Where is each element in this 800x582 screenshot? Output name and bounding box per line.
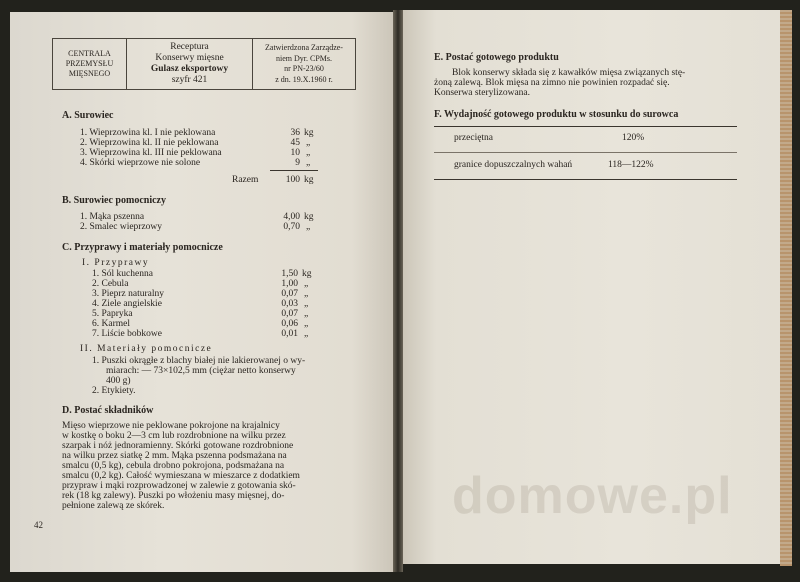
spice-label: 3. Pieprz naturalny bbox=[92, 289, 165, 299]
header-approval bbox=[253, 39, 355, 89]
header-line: MIĘSNEGO bbox=[68, 69, 111, 78]
header-line: szyfr 421 bbox=[171, 75, 208, 85]
paragraph-line: smalcu (0,5 kg), cebula drobno pokrojona, podsmażana na bbox=[62, 461, 285, 471]
total-unit: kg bbox=[304, 175, 314, 185]
section-d-title: D. Postać składników bbox=[62, 405, 154, 416]
subsection-materials: II. Materiały pomocnicze bbox=[80, 344, 213, 354]
material-line: miarach: — 73×102,5 mm (ciężar netto konserwy bbox=[106, 366, 296, 376]
ingredient-label: 2. Smalec wieprzowy bbox=[80, 222, 163, 232]
yield-row-label: przeciętna bbox=[454, 133, 494, 143]
total-value: 100 bbox=[285, 175, 300, 185]
spice-value: 1,00 bbox=[281, 279, 298, 289]
section-b-title: B. Surowiec pomocniczy bbox=[62, 195, 166, 206]
spice-unit: „ bbox=[304, 279, 309, 289]
spice-value: 1,50 bbox=[281, 269, 298, 279]
watermark: domowe.pl bbox=[452, 467, 733, 525]
ingredient-value: 10 bbox=[290, 148, 300, 158]
recipe-header-table bbox=[52, 38, 356, 90]
header-organization bbox=[53, 39, 127, 89]
header-line: z dn. 19.X.1960 r. bbox=[275, 74, 333, 84]
spice-unit: „ bbox=[304, 309, 309, 319]
header-line: CENTRALA bbox=[68, 49, 111, 58]
total-label: Razem bbox=[232, 175, 259, 185]
ingredient-unit: kg bbox=[304, 128, 314, 138]
section-e-title: E. Postać gotowego produktu bbox=[434, 52, 559, 63]
table-divider bbox=[434, 152, 737, 153]
material-line: 400 g) bbox=[106, 376, 131, 386]
header-line: PRZEMYSŁU bbox=[65, 59, 114, 68]
material-line: 1. Puszki okrągłe z blachy białej nie lakierowanej o wy- bbox=[92, 356, 306, 366]
header-line: Konserwy mięsne bbox=[155, 53, 224, 63]
ingredient-unit: „ bbox=[306, 158, 311, 168]
spice-value: 0,07 bbox=[281, 289, 298, 299]
header-recipe bbox=[127, 39, 253, 89]
paragraph-line: pełnione zalewą ze skórek. bbox=[62, 501, 165, 511]
header-product-name: Gulasz eksportowy bbox=[150, 64, 229, 74]
header-line: Zatwierdzona Zarządze- bbox=[265, 43, 343, 52]
section-f-title: F. Wydajność gotowego produktu w stosunku do surowca bbox=[434, 109, 679, 120]
paragraph-line: Mięso wieprzowe nie peklowane pokrojone na krajalnicy bbox=[62, 421, 280, 431]
spice-label: 2. Cebula bbox=[92, 279, 129, 289]
yield-row-value: 120% bbox=[622, 133, 645, 143]
spice-label: 1. Sól kuchenna bbox=[92, 269, 153, 279]
paragraph-line: na wilku przez siatkę 2 mm. Mąka pszenna podsmażana na bbox=[62, 451, 287, 461]
section-a-title: A. Surowiec bbox=[62, 110, 114, 121]
ingredient-label: 4. Skórki wieprzowe nie solone bbox=[80, 158, 201, 168]
spice-value: 0,07 bbox=[281, 309, 298, 319]
spice-unit: „ bbox=[304, 329, 309, 339]
spice-label: 7. Liście bobkowe bbox=[92, 329, 162, 339]
page-number: 42 bbox=[34, 520, 43, 530]
paragraph-line: szarpak i nóż jednoramienny. Skórki gotowane rozdrobnione bbox=[62, 441, 294, 451]
ingredient-value: 0,70 bbox=[283, 222, 300, 232]
ingredient-unit: kg bbox=[304, 212, 314, 222]
ingredient-unit: „ bbox=[306, 148, 311, 158]
section-c-title: C. Przyprawy i materiały pomocnicze bbox=[62, 242, 223, 253]
spice-unit: „ bbox=[304, 299, 309, 309]
material-line: 2. Etykiety. bbox=[92, 386, 136, 396]
paragraph-line: przypraw i mąki rozprowadzonej w zalewie z gotowania skó- bbox=[62, 481, 296, 491]
ingredient-value: 36 bbox=[290, 128, 300, 138]
spice-value: 0,06 bbox=[281, 319, 298, 329]
spice-label: 5. Papryka bbox=[92, 309, 133, 319]
book-spine bbox=[393, 10, 403, 572]
paragraph-line: Konserwa sterylizowana. bbox=[434, 88, 531, 98]
ingredient-value: 45 bbox=[290, 138, 300, 148]
ingredient-label: 1. Mąka pszenna bbox=[80, 212, 145, 222]
paragraph-line: Blok konserwy składa się z kawałków mięsa związanych stę- bbox=[452, 68, 686, 78]
spice-unit: kg bbox=[302, 269, 312, 279]
header-line: niem Dyr. CPMs. bbox=[275, 53, 332, 63]
paragraph-line: smalcu (0,2 kg). Całość wymieszana w mieszarce z dodatkiem bbox=[62, 471, 300, 481]
subsection-spices: I. Przyprawy bbox=[82, 258, 150, 268]
spice-unit: „ bbox=[304, 319, 309, 329]
ingredient-label: 3. Wieprzowina kl. III nie peklowana bbox=[80, 148, 222, 158]
paragraph-line: rek (18 kg zalewy). Puszki po włożeniu masy mięsnej, do- bbox=[62, 491, 285, 501]
ingredient-label: 1. Wieprzowina kl. I nie peklowana bbox=[80, 128, 216, 138]
page-edges bbox=[780, 10, 792, 566]
total-rule bbox=[270, 170, 318, 171]
ingredient-value: 9 bbox=[295, 158, 300, 168]
ingredient-unit: „ bbox=[306, 222, 311, 232]
spice-label: 6. Karmel bbox=[92, 319, 130, 329]
ingredient-value: 4,00 bbox=[283, 212, 300, 222]
header-line: Receptura bbox=[170, 42, 209, 52]
yield-row-value: 118—122% bbox=[608, 160, 654, 170]
spice-label: 4. Ziele angielskie bbox=[92, 299, 162, 309]
paragraph-line: w kostkę o boku 2—3 cm lub rozdrobnione na wilku przez bbox=[62, 431, 286, 441]
ingredient-label: 2. Wieprzowina kl. II nie peklowana bbox=[80, 138, 219, 148]
spice-value: 0,01 bbox=[281, 329, 298, 339]
spice-value: 0,03 bbox=[281, 299, 298, 309]
spice-unit: „ bbox=[304, 289, 309, 299]
paragraph-line: żoną zalewą. Blok mięsa na zimno nie powinien rozpadać się. bbox=[434, 78, 670, 88]
header-line: nr PN-23/60 bbox=[284, 64, 324, 73]
ingredient-unit: „ bbox=[306, 138, 311, 148]
yield-row-label: granice dopuszczalnych wahań bbox=[454, 160, 573, 170]
